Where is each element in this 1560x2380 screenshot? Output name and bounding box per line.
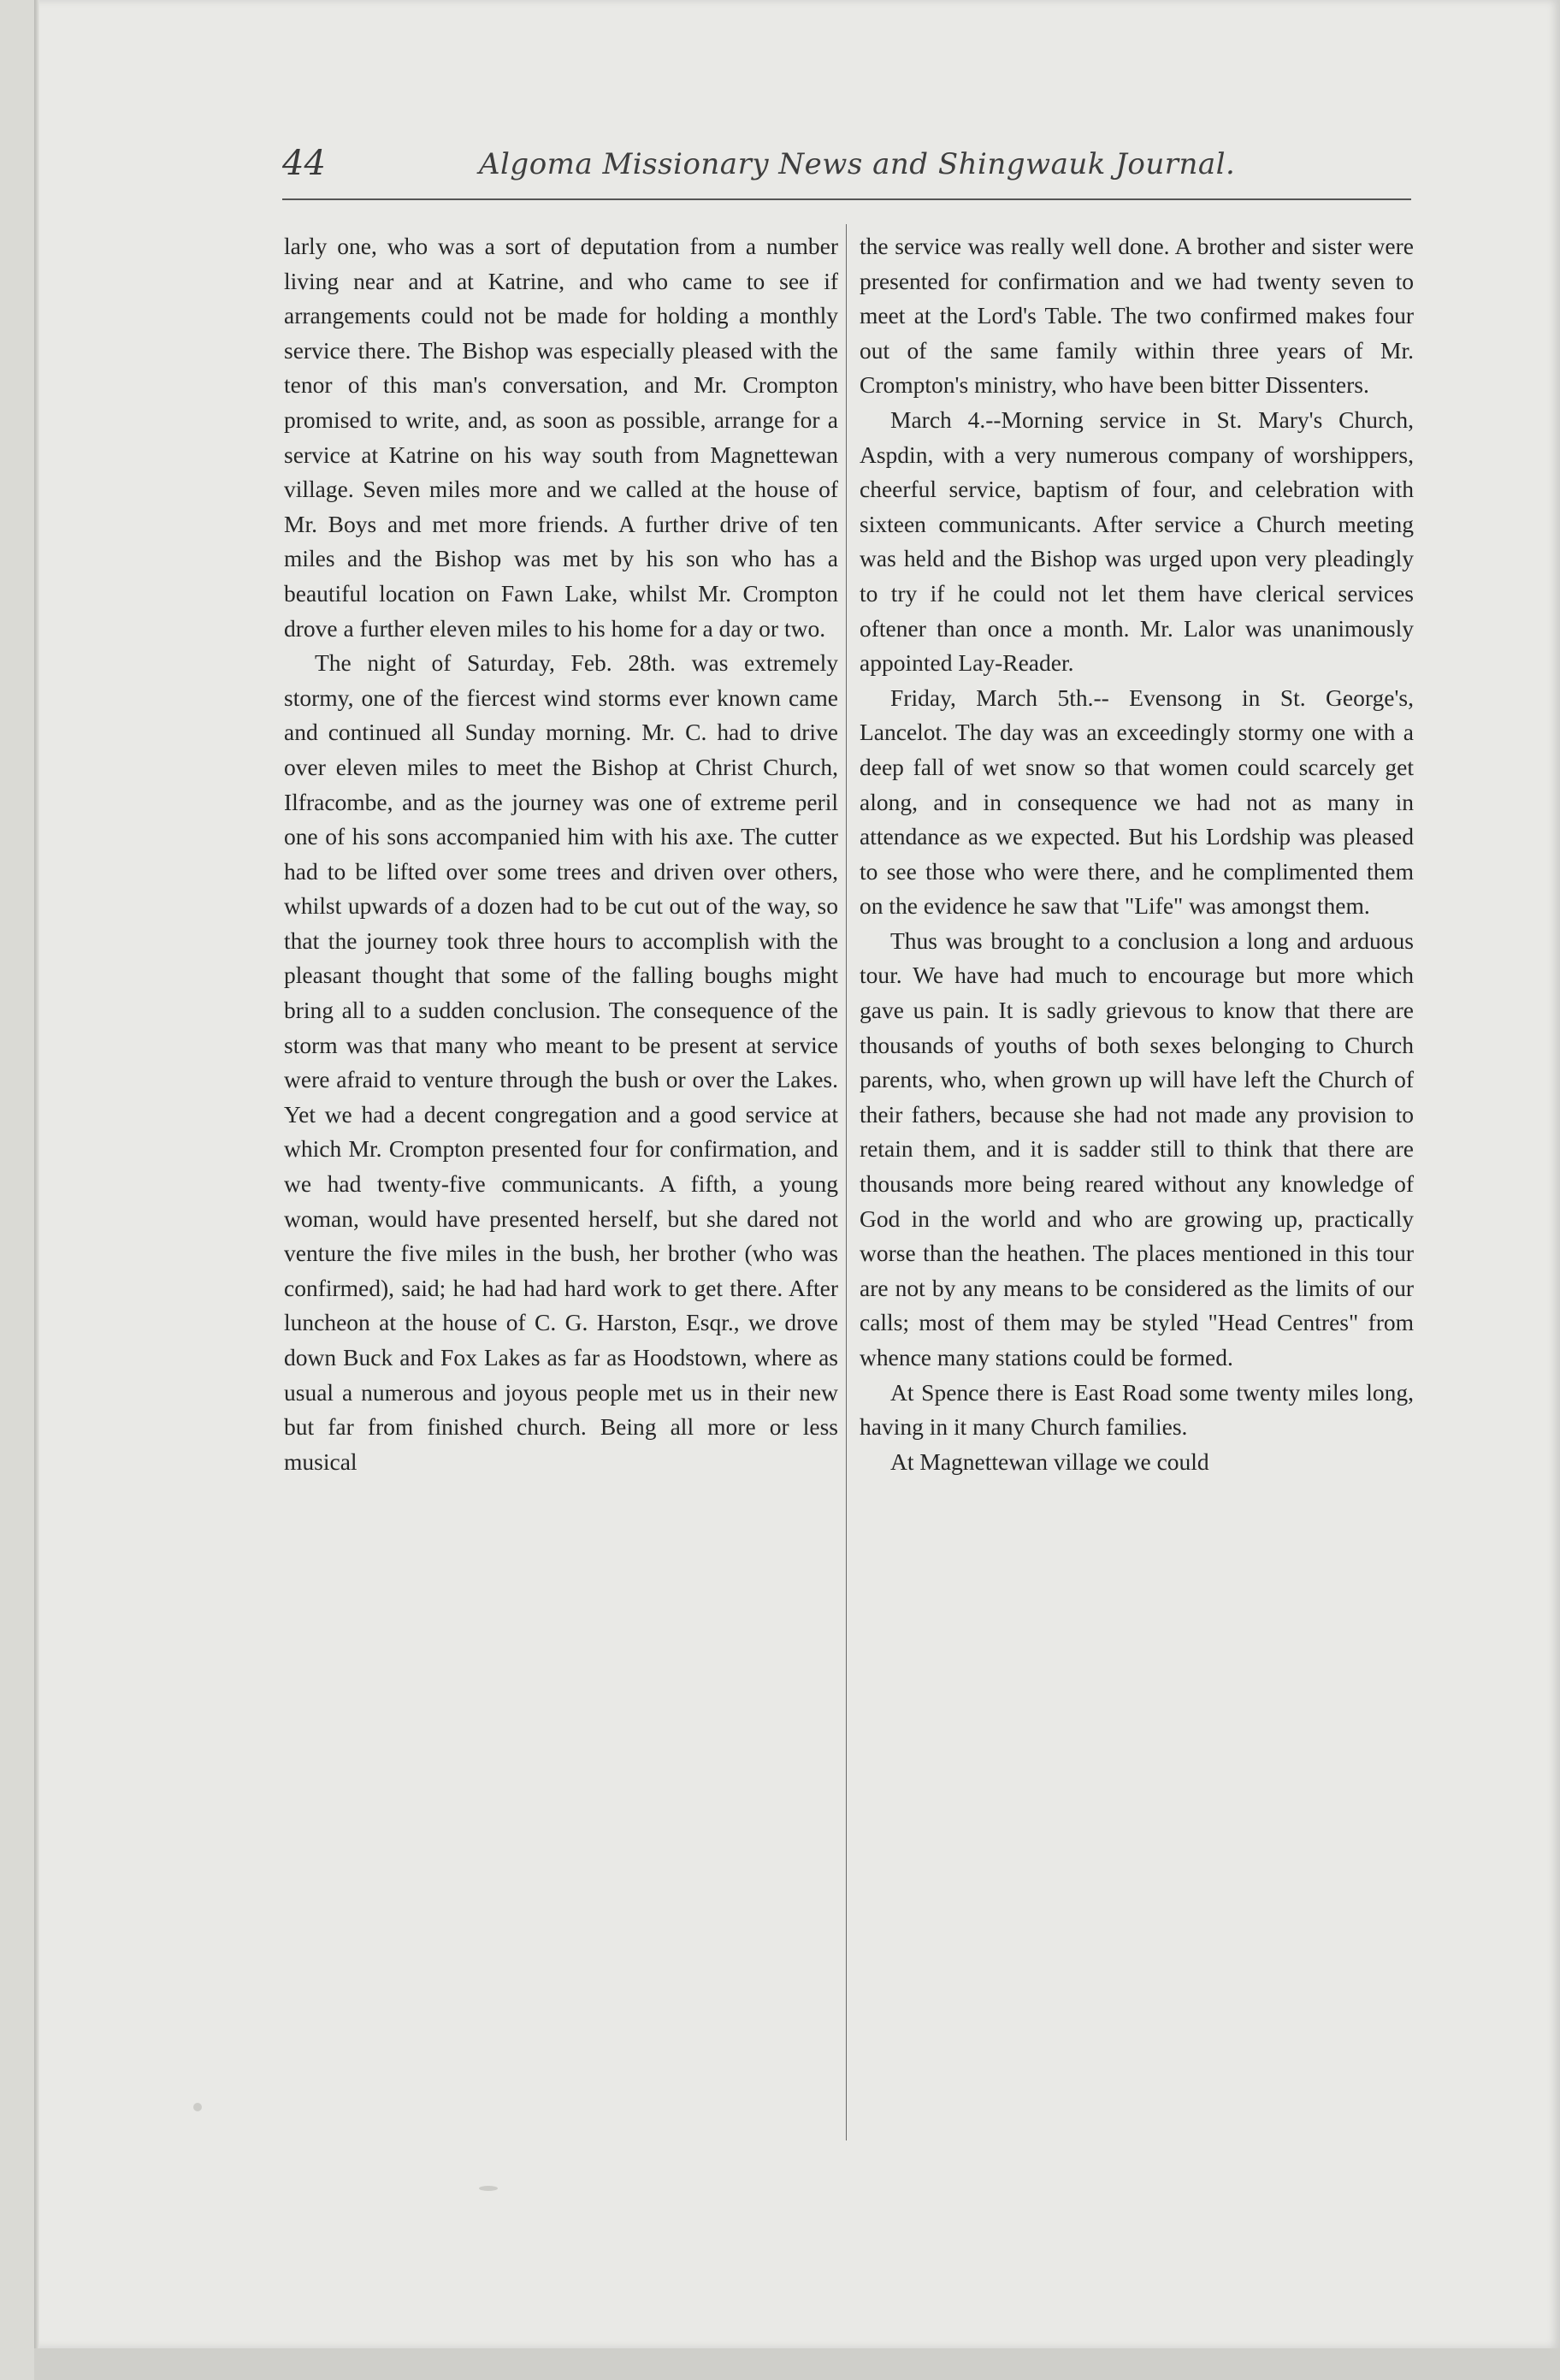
page-spine-shadow	[34, 0, 39, 2348]
paragraph: At Magnettewan village we could	[890, 1448, 1209, 1475]
paragraph: At Spence there is East Road some twenty miles long, having in it many Church families.	[860, 1378, 1414, 1441]
left-column	[284, 229, 838, 1479]
page-number: 44	[282, 144, 326, 183]
header-rule	[282, 198, 1411, 200]
paragraph: March 4.--Morning service in St. Mary's Church, Aspdin, with a very numerous company of worshippers, cheerful service, baptism of four, and celebration with sixteen communicants. After service a Church meeting was held and the Bishop was urged upon very pleadingly to try if he could not let them have clerical services oftener than once a month. Mr. Lalor was unanimously appointed Lay-Reader.	[860, 406, 1414, 677]
scan-bottom-edge	[34, 2348, 1560, 2380]
paragraph: Thus was brought to a conclusion a long and arduous tour. We have had much to encourage but more which gave us pain. It is sadly grievous to know that there are thousands of youths of both sexes belonging to Church parents, who, when grown up will have left the Church of their fathers, because she had not made any provision to retain them, and it is sadder still to think that there are thousands more being reared without any knowledge of God in the world and who are growing up, practically worse than the heathen. The places mentioned in this tour are not by any means to be considered as the limits of our calls; most of them may be styled "Head Centres" from whence many stations could be formed.	[860, 927, 1414, 1371]
paragraph: larly one, who was a sort of deputation from a number living near and at Katrine, and who came to see if arrangements could not be made for holding a monthly service there. The Bishop was especially pleased with the tenor of this man's conversation, and Mr. Crompton promised to write, and, as soon as possible, arrange for a service at Katrine on his way south from Magnettewan village. Seven miles more and we called at the house of Mr. Boys and met more friends. A further drive of ten miles and the Bishop was met by his son who has a beautiful location on Fawn Lake, whilst Mr. Crompton drove a further eleven miles to his home for a day or two.	[284, 233, 838, 642]
ink-spot	[193, 2103, 202, 2111]
journal-title: Algoma Missionary News and Shingwauk Journal.	[479, 147, 1236, 181]
right-column	[860, 229, 1414, 1479]
ink-spot	[479, 2186, 498, 2191]
page-header	[282, 144, 1411, 195]
paragraph: The night of Saturday, Feb. 28th. was extremely stormy, one of the fiercest wind storms ever known came and continued all Sunday morning. Mr. C. had to drive over eleven miles to meet the Bishop at Christ Church, Ilfracombe, and as the journey was one of extreme peril one of his sons accompanied him with his axe. The cutter had to be lifted over some trees and driven over others, whilst upwards of a dozen had to be cut out of the way, so that the journey took three hours to accomplish with the pleasant thought that some of the falling boughs might bring all to a sudden conclusion. The consequence of the storm was that many who meant to be present at service were afraid to venture through the bush or over the Lakes. Yet we had a decent congregation and a good service at which Mr. Crompton presented four for confirmation, and we had twenty-five communicants. A fifth, a young woman, would have presented herself, but she dared not venture the five miles in the bush, her brother (who was confirmed), said; he had had hard work to get there. After luncheon at the house of C. G. Harston, Esqr., we drove down Buck and Fox Lakes as far as Hoodstown, where as usual a numerous and joyous people met us in their new but far from finished church. Being all more or less musical	[284, 649, 838, 1475]
paragraph: Friday, March 5th.-- Evensong in St. George's, Lancelot. The day was an exceedingly stormy one with a deep fall of wet snow so that women could scarcely get along, and in consequence we had not as many in attendance as we expected. But his Lordship was pleased to see those who were there, and he complimented them on the evidence he saw that "Life" was amongst them.	[860, 684, 1414, 920]
paragraph: the service was really well done. A brother and sister were presented for confirmation and we had twenty seven to meet at the Lord's Table. The two confirmed makes four out of the same family within three years of Mr. Crompton's ministry, who have been bitter Dissenters.	[860, 233, 1414, 399]
column-divider	[846, 224, 847, 2140]
